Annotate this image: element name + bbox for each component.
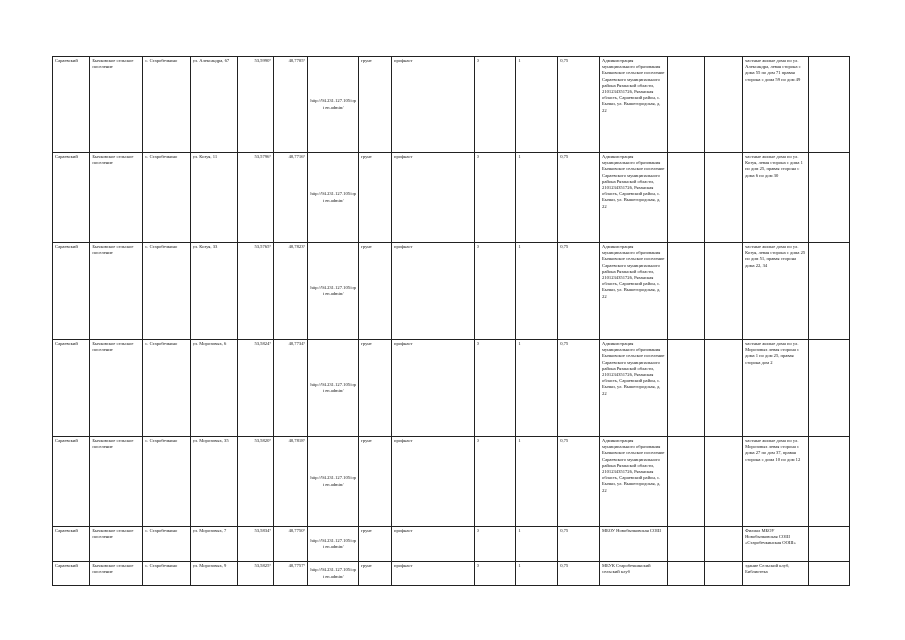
locality-cell <box>143 153 190 243</box>
surface-text: грунт <box>360 438 372 443</box>
count-1-text: 0 <box>476 154 479 159</box>
owner-text: Администрация муниципального образования Бычковское сельское поселение Сараевского муниципального района Рязанской области, 2101234351726, Рязанская область, Сараевский район, с. Бычки, ул. Вышегородская, д. 22 <box>602 244 665 299</box>
latitude-cell <box>237 562 273 586</box>
empty-cell <box>704 340 743 437</box>
empty-cell <box>668 243 704 340</box>
empty-cell <box>704 153 743 243</box>
street-text: ул. Александра, 67 <box>192 58 230 63</box>
settlement-cell <box>90 57 143 153</box>
count-1-cell <box>474 562 516 586</box>
table-row <box>53 57 850 153</box>
url-text[interactable]: http://94.231.127.105/opt en.admin/ <box>310 381 356 393</box>
count-1-text: 0 <box>476 58 479 63</box>
settlement-cell <box>90 340 143 437</box>
served-objects-text: частные жилые дома по ул. Морозовых левая сторона с дома 1 по дом 25, правая сторона дом 2 <box>745 341 800 365</box>
district-cell <box>53 153 90 243</box>
area-cell <box>558 562 600 586</box>
longitude-cell <box>274 562 308 586</box>
owner-cell <box>600 527 668 562</box>
count-1-cell <box>474 57 516 153</box>
district-cell <box>53 340 90 437</box>
empty-cell <box>809 437 850 527</box>
settlement-text: Бычковское сельское поселение <box>92 244 134 256</box>
served-objects-cell <box>743 243 809 340</box>
surface-text: грунт <box>360 244 372 249</box>
url-cell <box>308 437 359 527</box>
base-cell <box>391 57 474 153</box>
owner-text: МБОУ Новобычковская СОШ <box>602 528 661 533</box>
empty-cell <box>668 527 704 562</box>
street-text: ул. Морозовых, 35 <box>192 438 229 443</box>
url-text[interactable]: http://94.231.127.105/opt en.admin/ <box>310 98 356 110</box>
owner-text: Администрация муниципального образования Бычковское сельское поселение Сараевского муниципального района Рязанской области, 2101234351726, Рязанская область, Сараевский район, с. Бычки, ул. Вышегородская, д. 22 <box>602 154 665 209</box>
area-text: 0,75 <box>560 341 569 346</box>
empty-cell <box>704 527 743 562</box>
count-2-cell <box>516 340 558 437</box>
locality-text: с. Стаpобечкино <box>145 154 178 159</box>
locality-cell <box>143 340 190 437</box>
count-2-cell <box>516 243 558 340</box>
empty-cell <box>809 340 850 437</box>
count-2-text: 1 <box>518 438 521 443</box>
street-cell <box>190 562 237 586</box>
url-cell <box>308 57 359 153</box>
district-text: Сараевский <box>55 563 78 568</box>
latitude-cell <box>237 243 273 340</box>
longitude-text: 40,7705° <box>288 58 306 63</box>
count-2-cell <box>516 153 558 243</box>
table-row <box>53 437 850 527</box>
table-row <box>53 340 850 437</box>
district-text: Сараевский <box>55 244 78 249</box>
empty-cell <box>809 57 850 153</box>
settlement-cell <box>90 527 143 562</box>
surface-text: грунт <box>360 58 372 63</box>
surface-cell <box>358 57 391 153</box>
surface-cell <box>358 243 391 340</box>
base-cell <box>391 437 474 527</box>
area-cell <box>558 527 600 562</box>
longitude-cell <box>274 243 308 340</box>
empty-cell <box>704 562 743 586</box>
owner-text: Администрация муниципального образования Бычковское сельское поселение Сараевского муниципального района Рязанской области, 2101234351726, Рязанская область, Сараевский район, с. Бычки, ул. Вышегородская, д. 22 <box>602 438 665 493</box>
owner-cell <box>600 562 668 586</box>
surface-cell <box>358 153 391 243</box>
district-text: Сараевский <box>55 528 78 533</box>
table-row <box>53 527 850 562</box>
area-text: 0,75 <box>560 58 569 63</box>
count-2-cell <box>516 562 558 586</box>
locality-cell <box>143 57 190 153</box>
served-objects-text: частные жилые дома по ул. Морозовых левая сторона с дома 27 по дом 37, правая сторона с дома 10 по дом 12 <box>745 438 801 462</box>
latitude-text: 53,5990° <box>254 58 272 63</box>
settlement-text: Бычковское сельское поселение <box>92 438 134 450</box>
owner-cell <box>600 437 668 527</box>
latitude-cell <box>237 340 273 437</box>
base-text: профнаст <box>393 154 413 159</box>
base-cell <box>391 340 474 437</box>
empty-cell <box>809 527 850 562</box>
base-text: профнаст <box>393 528 413 533</box>
longitude-cell <box>274 57 308 153</box>
locality-text: с. Стаpобечкино <box>145 58 178 63</box>
longitude-text: 40,7818° <box>288 438 306 443</box>
url-text[interactable]: http://94.231.127.105/opt en.admin/ <box>310 284 356 296</box>
latitude-text: 53,5834° <box>254 528 272 533</box>
longitude-text: 40,7750° <box>288 528 306 533</box>
surface-text: грунт <box>360 528 372 533</box>
street-text: ул. Козуя, 11 <box>192 154 218 159</box>
base-text: профнаст <box>393 244 413 249</box>
served-objects-cell <box>743 562 809 586</box>
longitude-cell <box>274 340 308 437</box>
empty-cell <box>809 243 850 340</box>
table-row <box>53 243 850 340</box>
district-cell <box>53 527 90 562</box>
empty-cell <box>704 437 743 527</box>
locality-cell <box>143 243 190 340</box>
url-text[interactable]: http://94.231.127.105/opt en.admin/ <box>310 191 356 203</box>
surface-cell <box>358 562 391 586</box>
served-objects-text: Филиал МБОУ Новобычковская СОШ «Старобечкинская ООШ» <box>745 528 796 546</box>
base-text: профнаст <box>393 438 413 443</box>
area-cell <box>558 340 600 437</box>
latitude-text: 53,5765° <box>254 244 272 249</box>
locality-cell <box>143 437 190 527</box>
empty-cell <box>809 153 850 243</box>
served-objects-cell <box>743 153 809 243</box>
latitude-text: 53,5825° <box>254 563 272 568</box>
count-1-cell <box>474 437 516 527</box>
served-objects-cell <box>743 437 809 527</box>
locality-text: с. Стаpобечкино <box>145 244 178 249</box>
longitude-text: 40,7716° <box>288 154 306 159</box>
locality-cell <box>143 527 190 562</box>
served-objects-cell <box>743 57 809 153</box>
served-objects-text: частные жилые дома по ул. Александра, левая сторона с дома 55 по дом 71 правая сторона с дома 59 по дом 49 <box>745 58 801 82</box>
locality-text: с. Стаpобечкино <box>145 341 178 346</box>
base-cell <box>391 527 474 562</box>
longitude-text: 40,7757° <box>288 563 306 568</box>
street-text: ул. Морозовых, 9 <box>192 563 227 568</box>
district-cell <box>53 57 90 153</box>
owner-text: Администрация муниципального образования Бычковское сельское поселение Сараевского муниципального района Рязанской области, 2101234351726, Рязанская область, Сараевский район, с. Бычки, ул. Вышегородская, д. 22 <box>602 341 665 396</box>
district-text: Сараевский <box>55 154 78 159</box>
served-objects-text: здание Сельский клуб, Библиотека <box>745 563 790 575</box>
area-cell <box>558 153 600 243</box>
settlement-cell <box>90 437 143 527</box>
settlement-text: Бычковское сельское поселение <box>92 58 134 70</box>
settlement-text: Бычковское сельское поселение <box>92 563 134 575</box>
latitude-cell <box>237 527 273 562</box>
latitude-text: 53,5820° <box>254 438 272 443</box>
served-objects-text: частные жилые дома по ул. Козуя, левая сторона с дома 1 по дом 25, правая сторона с дома 6 по дом 30 <box>745 154 803 178</box>
empty-cell <box>809 562 850 586</box>
empty-cell <box>704 243 743 340</box>
count-1-text: 0 <box>476 244 479 249</box>
street-cell <box>190 340 237 437</box>
empty-cell <box>668 153 704 243</box>
served-objects-text: частные жилые дома по ул. Козуя, левая сторона с дома 25 по дом 51, правая сторона дома 22, 34 <box>745 244 806 268</box>
street-cell <box>190 527 237 562</box>
area-text: 0,75 <box>560 438 569 443</box>
count-2-text: 1 <box>518 563 521 568</box>
settlement-text: Бычковское сельское поселение <box>92 341 134 353</box>
area-text: 0,75 <box>560 528 569 533</box>
settlement-text: Бычковское сельское поселение <box>92 528 134 540</box>
street-cell <box>190 243 237 340</box>
locality-text: с. Стаpобечкино <box>145 563 178 568</box>
latitude-cell <box>237 57 273 153</box>
url-text[interactable]: http://94.231.127.105/opt en.admin/ <box>310 537 356 549</box>
street-cell <box>190 57 237 153</box>
street-cell <box>190 153 237 243</box>
area-text: 0,75 <box>560 244 569 249</box>
latitude-cell <box>237 153 273 243</box>
area-cell <box>558 243 600 340</box>
longitude-text: 40,7734° <box>288 341 306 346</box>
empty-cell <box>704 57 743 153</box>
settlement-cell <box>90 243 143 340</box>
url-cell <box>308 243 359 340</box>
base-cell <box>391 243 474 340</box>
count-1-cell <box>474 243 516 340</box>
count-2-text: 1 <box>518 58 521 63</box>
area-cell <box>558 437 600 527</box>
owner-cell <box>600 153 668 243</box>
street-text: ул. Козуя, 33 <box>192 244 218 249</box>
count-2-cell <box>516 57 558 153</box>
count-2-text: 1 <box>518 154 521 159</box>
surface-text: грунт <box>360 563 372 568</box>
base-text: профнаст <box>393 563 413 568</box>
latitude-text: 53,5796° <box>254 154 272 159</box>
locality-text: с. Стаpобечкино <box>145 528 178 533</box>
settlement-cell <box>90 562 143 586</box>
surface-cell <box>358 527 391 562</box>
count-1-text: 0 <box>476 438 479 443</box>
count-2-text: 1 <box>518 341 521 346</box>
street-text: ул. Морозовых, 6 <box>192 341 227 346</box>
count-2-text: 1 <box>518 244 521 249</box>
area-text: 0,75 <box>560 563 569 568</box>
surface-cell <box>358 437 391 527</box>
empty-cell <box>668 340 704 437</box>
url-cell <box>308 340 359 437</box>
url-cell <box>308 153 359 243</box>
district-cell <box>53 562 90 586</box>
count-2-cell <box>516 437 558 527</box>
count-1-cell <box>474 153 516 243</box>
area-cell <box>558 57 600 153</box>
district-text: Сараевский <box>55 438 78 443</box>
surface-text: грунт <box>360 341 372 346</box>
served-objects-cell <box>743 527 809 562</box>
surface-text: грунт <box>360 154 372 159</box>
count-2-text: 1 <box>518 528 521 533</box>
table-body <box>53 57 850 586</box>
latitude-text: 53,5824° <box>254 341 272 346</box>
owner-cell <box>600 57 668 153</box>
empty-cell <box>668 57 704 153</box>
url-cell <box>308 562 359 586</box>
street-text: ул. Морозовых, 7 <box>192 528 227 533</box>
count-1-text: 0 <box>476 341 479 346</box>
count-2-cell <box>516 527 558 562</box>
owner-cell <box>600 243 668 340</box>
count-1-text: 0 <box>476 563 479 568</box>
longitude-cell <box>274 153 308 243</box>
url-cell <box>308 527 359 562</box>
owner-cell <box>600 340 668 437</box>
served-objects-cell <box>743 340 809 437</box>
settlement-text: Бычковское сельское поселение <box>92 154 134 166</box>
empty-cell <box>668 562 704 586</box>
base-cell <box>391 153 474 243</box>
district-cell <box>53 437 90 527</box>
district-text: Сараевский <box>55 58 78 63</box>
locality-text: с. Стаpобечкино <box>145 438 178 443</box>
owner-text: МБУК Старобечкинский сельский клуб <box>602 563 651 575</box>
table-row <box>53 153 850 243</box>
longitude-text: 40,7823° <box>288 244 306 249</box>
locality-cell <box>143 562 190 586</box>
settlement-cell <box>90 153 143 243</box>
longitude-cell <box>274 527 308 562</box>
district-text: Сараевский <box>55 341 78 346</box>
area-text: 0,75 <box>560 154 569 159</box>
table-row <box>53 562 850 586</box>
surface-cell <box>358 340 391 437</box>
base-text: профнаст <box>393 341 413 346</box>
longitude-cell <box>274 437 308 527</box>
url-text[interactable]: http://94.231.127.105/opt en.admin/ <box>310 475 356 487</box>
base-text: профнаст <box>393 58 413 63</box>
document-table <box>52 56 850 586</box>
district-cell <box>53 243 90 340</box>
latitude-cell <box>237 437 273 527</box>
url-text[interactable]: http://94.231.127.105/opt en.admin/ <box>310 567 356 579</box>
count-1-text: 0 <box>476 528 479 533</box>
base-cell <box>391 562 474 586</box>
empty-cell <box>668 437 704 527</box>
owner-text: Администрация муниципального образования Бычковское сельское поселение Сараевского муниципального района Рязанской области, 2101234351726, Рязанская область, Сараевский район, с. Бычки, ул. Вышегородская, д. 22 <box>602 58 665 113</box>
street-cell <box>190 437 237 527</box>
count-1-cell <box>474 340 516 437</box>
count-1-cell <box>474 527 516 562</box>
